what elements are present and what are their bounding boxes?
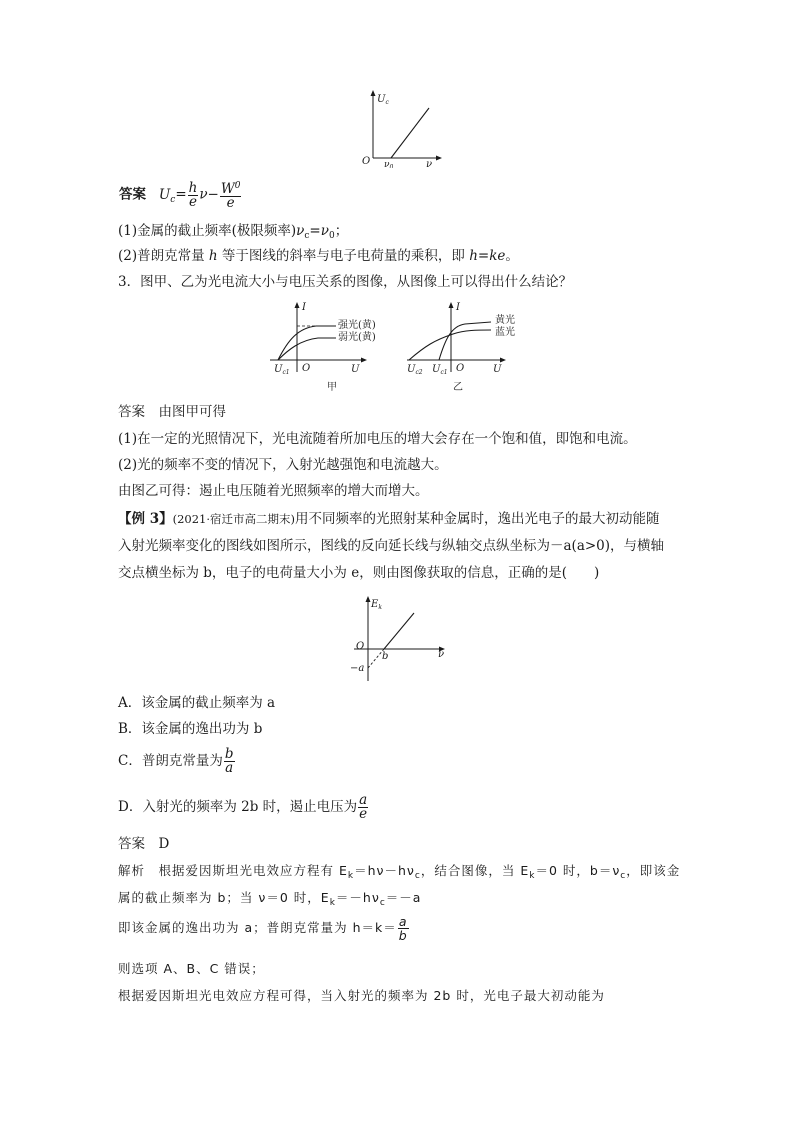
x-axis-label: U	[351, 364, 360, 375]
answer3-head: 答案 由图甲可得	[118, 404, 226, 420]
yellow-light-curve	[439, 322, 491, 360]
answer3-line2: (2)光的频率不变的情况下，入射光越强饱和电流越大。	[118, 457, 448, 473]
item2-line: (2)普朗克常量 h 等于图线的斜率与电子电荷量的乘积，即 h=ke。	[118, 248, 519, 264]
analysis-frac: $\frac{a}{b}$	[398, 914, 408, 943]
y-axis-label: $E_k$	[371, 599, 382, 611]
y-axis-label: I	[456, 302, 460, 313]
option-d[interactable]: D．入射光的频率为 2b 时，遏止电压为 $\frac{a}{e}$	[118, 792, 368, 822]
x-axis-arrow	[361, 358, 367, 363]
answer1-mid: ν−	[199, 186, 219, 203]
uc1-label: $U_{c1}$	[274, 364, 290, 376]
origin-label: O	[356, 641, 365, 652]
option-d-frac: $\frac{a}{e}$	[359, 792, 368, 822]
ek-line	[384, 613, 414, 649]
question3: 3．图甲、乙为光电流大小与电压关系的图像，从图像上可以得出什么结论？	[118, 274, 573, 290]
answer1-eq: =	[175, 186, 187, 203]
answer1-frac-h-e: $\frac{h}{e}$	[188, 179, 198, 210]
weak-light-label: 弱光(黄)	[338, 332, 376, 343]
example3-line1: 【例 3】(2021·宿迁市高二期末)用不同频率的光照射某种金属时，逸出光电子的最大初动能随	[118, 511, 660, 527]
strong-light-label: 强光(黄)	[338, 320, 376, 331]
uc-nu-graph	[355, 88, 445, 168]
analysis-line5: 根据爱因斯坦光电效应方程可得，当入射光的频率为 2b 时，光电子最大初动能为	[118, 988, 605, 1003]
yellow-light-label: 黄光	[495, 315, 515, 326]
answer1-uc: $U_c$	[158, 186, 176, 205]
origin-label: O	[456, 363, 465, 374]
analysis-line4: 则选项 A、B、C 错误；	[118, 961, 265, 976]
x-axis-label: ν	[438, 649, 445, 660]
analysis-line2: 属的截止频率为 b；当 ν＝0 时，$E_k=-h\nu_c=-a$	[118, 890, 422, 908]
origin-label: O	[302, 363, 311, 374]
example-tag: 【例 3】	[118, 511, 173, 527]
y-axis-arrow	[449, 302, 454, 308]
uc-line	[391, 108, 429, 158]
y-axis-label: $U_c$	[377, 94, 389, 106]
example3-line2: 入射光频率变化的图线如图所示，图线的反向延长线与纵轴交点纵坐标为－a(a>0)，与横轴	[118, 538, 665, 554]
x-axis-arrow	[436, 156, 442, 161]
ek-nu-graph	[346, 593, 450, 685]
answer1-prefix: 答案	[119, 186, 146, 203]
neg-a-label: −a	[350, 663, 365, 674]
analysis-line3: 即该金属的逸出功为 a；普朗克常量为 h＝k＝ $\frac{a}{b}$	[118, 914, 408, 943]
answer1-frac-w-e: $\frac{W^0}{e}$	[220, 181, 241, 211]
y-axis-arrow	[366, 596, 371, 602]
answer-ex3: 答案 D	[118, 836, 170, 852]
weak-light-curve	[278, 338, 336, 360]
analysis-line1: 解析 根据爱因斯坦光电效应方程有 $E_k=h\nu-h\nu_c$，结合图像，当 $E_k=0$ 时，$b=\nu_c$，即该金	[118, 863, 681, 881]
blue-light-label: 蓝光	[495, 327, 515, 338]
origin-label: O	[362, 156, 371, 167]
answer3-line1: (1)在一定的光照情况下，光电流随着所加电压的增大会存在一个饱和值，即饱和电流。	[118, 431, 637, 447]
option-a[interactable]: A．该金属的截止频率为 a	[118, 695, 276, 711]
b-label: b	[382, 651, 389, 662]
option-b[interactable]: B．该金属的逸出功为 b	[118, 721, 263, 737]
answer3-line3: 由图乙可得：遏止电压随着光照频率的增大而增大。	[118, 483, 429, 499]
graph-yi	[405, 300, 533, 394]
example-source: (2021·宿迁市高二期末)	[172, 512, 295, 526]
uc1-label: $U_{c1}$	[432, 364, 448, 376]
caption-jia: 甲	[327, 382, 337, 393]
example3-line3: 交点横坐标为 b，电子的电荷量大小为 e，则由图像获取的信息，正确的是( )	[118, 565, 600, 581]
answer1-line	[119, 180, 242, 210]
option-c-frac: $\frac{b}{a}$	[224, 746, 234, 776]
graph-jia	[266, 300, 406, 394]
strong-light-curve	[278, 326, 336, 360]
y-axis-arrow	[371, 90, 376, 96]
item1-line: (1)金属的截止频率(极限频率)$\nu_c=\nu_0$；	[118, 223, 349, 241]
x-axis-arrow	[500, 358, 506, 363]
y-axis-arrow	[295, 302, 300, 308]
y-axis-label: I	[302, 302, 306, 313]
option-c[interactable]: C．普朗克常量为 $\frac{b}{a}$	[118, 746, 234, 776]
caption-yi: 乙	[453, 382, 463, 393]
x-axis-label: ν	[426, 159, 433, 168]
x-axis-label: U	[493, 364, 502, 375]
nu0-label: $\nu_0$	[384, 160, 394, 168]
uc2-label: $U_{c2}$	[407, 364, 423, 376]
